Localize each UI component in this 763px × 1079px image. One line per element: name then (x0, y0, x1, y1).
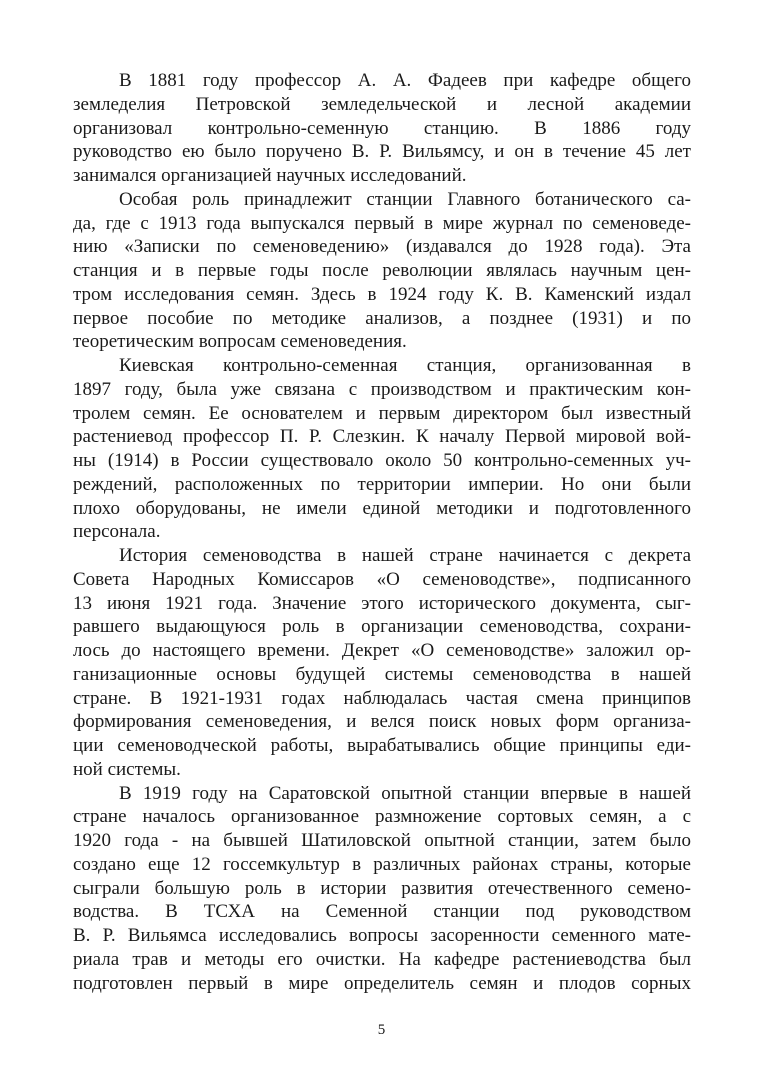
text-line: да, где с 1913 года выпускался первый в мире журнал по семеноведе- (73, 212, 691, 234)
text-line: История семеноводства в нашей стране начинается с декрета (119, 545, 691, 566)
text-line: растениевод профессор П. Р. Слезкин. К началу Первой мировой вой- (73, 426, 691, 448)
text-line: В. Р. Вильямса исследовались вопросы засоренности семенного мате- (73, 925, 691, 946)
text-line: 1897 году, была уже связана с производством и практическим кон- (73, 378, 691, 400)
text-line: риала трав и методы его очистки. На кафедре растениеводства был (73, 948, 691, 970)
text-line: ганизационные основы будущей системы семеноводства в нашей (73, 663, 691, 685)
text-line: В 1881 году профессор А. А. Фадеев при кафедре общего (119, 70, 691, 91)
text-line: реждений, расположенных по территории империи. Но они были (73, 473, 691, 495)
text-line: Особая роль принадлежит станции Главного ботанического са- (119, 188, 691, 210)
text-line: персонала. (73, 521, 161, 543)
text-line: теоретическим вопросам семеноведения. (73, 331, 407, 353)
text-line: тролем семян. Ее основателем и первым директором был известный (73, 402, 691, 424)
paragraph (73, 544, 691, 782)
text-line: стране началось организованное размножение сортовых семян, а с (73, 806, 691, 828)
text-line: ции семеноводческой работы, вырабатывались общие принципы еди- (73, 735, 691, 756)
text-line: формирования семеноведения, и велся поиск новых форм организа- (73, 711, 691, 733)
text-line: 13 июня 1921 года. Значение этого исторического документа, сыг- (73, 592, 691, 614)
paragraph (73, 69, 691, 188)
text-line: 1920 года - на бывшей Шатиловской опытной станции, затем было (73, 830, 691, 851)
text-line: Киевская контрольно-семенная станция, организованная в (119, 355, 691, 376)
text-line: Совета Народных Комиссаров «О семеноводстве», подписанного (73, 568, 691, 590)
page-body (73, 69, 691, 995)
text-line: земледелия Петровской земледельческой и лесной академии (73, 93, 691, 115)
text-line: равшего выдающуюся роль в организации семеноводства, сохрани- (73, 616, 691, 638)
paragraph (73, 782, 691, 996)
page-number: 5 (377, 1022, 386, 1038)
text-line: лось до настоящего времени. Декрет «О семеноводстве» заложил ор- (73, 640, 691, 661)
text-line: подготовлен первый в мире определитель семян и плодов сорных (73, 972, 691, 994)
text-line: нию «Записки по семеноведению» (издавался до 1928 года). Эта (73, 236, 691, 258)
text-line: руководство ею было поручено В. Р. Вильямсу, и он в течение 45 лет (73, 141, 691, 163)
text-line: стране. В 1921-1931 годах наблюдалась частая смена принципов (73, 687, 691, 709)
text-line: водства. В ТСХА на Семенной станции под руководством (73, 901, 691, 923)
text-line: организовал контрольно-семенную станцию. В 1886 году (73, 117, 691, 139)
text-line: ной системы. (73, 758, 181, 780)
text-line: ны (1914) в России существовало около 50 контрольно-семенных уч- (73, 450, 691, 471)
text-line: станция и в первые годы после революции являлась научным цен- (73, 260, 691, 281)
text-line: плохо оборудованы, не имели единой методики и подготовленного (73, 497, 691, 519)
paragraph (73, 354, 691, 544)
text-line: создано еще 12 госсемкультур в различных районах страны, которые (73, 853, 691, 875)
text-line: тром исследования семян. Здесь в 1924 году К. В. Каменский издал (73, 283, 691, 305)
paragraph (73, 188, 691, 354)
text-line: В 1919 году на Саратовской опытной станции впервые в нашей (119, 782, 691, 804)
text-line: сыграли большую роль в истории развития отечественного семено- (73, 877, 691, 899)
text-line: первое пособие по методике анализов, а позднее (1931) и по (73, 307, 691, 329)
text-line: занимался организацией научных исследований. (73, 165, 467, 186)
